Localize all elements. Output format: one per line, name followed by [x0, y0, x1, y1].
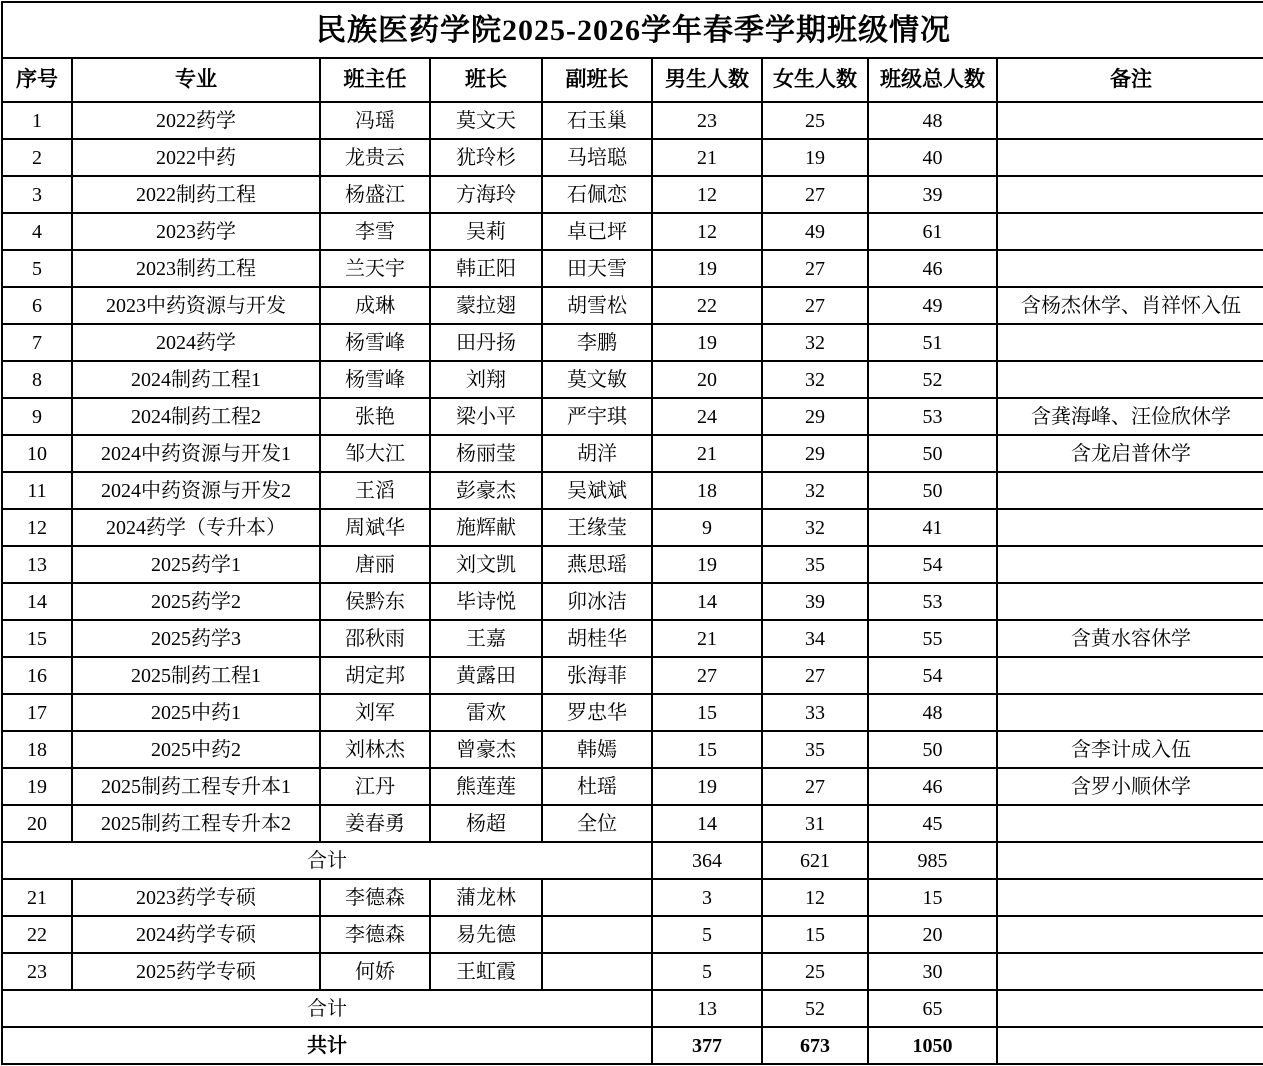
head-teacher-cell: 唐丽	[320, 546, 430, 583]
male-count-cell: 13	[652, 990, 762, 1027]
remark-cell: 含黄水容休学	[997, 620, 1263, 657]
monitor-cell: 刘文凯	[430, 546, 542, 583]
serial-cell: 2	[2, 139, 72, 176]
female-count-cell: 32	[762, 472, 868, 509]
serial-cell: 14	[2, 583, 72, 620]
male-count-cell: 22	[652, 287, 762, 324]
monitor-cell: 杨丽莹	[430, 435, 542, 472]
monitor-cell: 蒙拉翅	[430, 287, 542, 324]
serial-cell: 22	[2, 916, 72, 953]
vice-monitor-cell: 罗忠华	[542, 694, 652, 731]
major-cell: 2022药学	[72, 102, 320, 139]
major-cell: 2024药学专硕	[72, 916, 320, 953]
vice-monitor-cell: 李鹏	[542, 324, 652, 361]
class-row	[2, 694, 1263, 731]
male-count-cell: 14	[652, 805, 762, 842]
class-row	[2, 805, 1263, 842]
monitor-cell: 毕诗悦	[430, 583, 542, 620]
serial-cell: 18	[2, 731, 72, 768]
col-header-class-total: 班级总人数	[868, 58, 997, 102]
monitor-cell: 刘翔	[430, 361, 542, 398]
male-count-cell: 19	[652, 324, 762, 361]
remark-cell: 含龙启普休学	[997, 435, 1263, 472]
major-cell: 2025药学专硕	[72, 953, 320, 990]
female-count-cell: 27	[762, 250, 868, 287]
class-total-cell: 50	[868, 731, 997, 768]
vice-monitor-cell: 张海菲	[542, 657, 652, 694]
serial-cell: 4	[2, 213, 72, 250]
vice-monitor-cell: 卯冰洁	[542, 583, 652, 620]
class-total-cell: 61	[868, 213, 997, 250]
vice-monitor-cell: 田天雪	[542, 250, 652, 287]
class-row	[2, 398, 1263, 435]
male-count-cell: 21	[652, 435, 762, 472]
class-roster-table	[1, 1, 1263, 1065]
head-teacher-cell: 江丹	[320, 768, 430, 805]
male-count-cell: 377	[652, 1027, 762, 1064]
monitor-cell: 施辉献	[430, 509, 542, 546]
male-count-cell: 15	[652, 694, 762, 731]
remark-cell	[997, 805, 1263, 842]
remark-cell	[997, 916, 1263, 953]
head-teacher-cell: 何娇	[320, 953, 430, 990]
female-count-cell: 29	[762, 435, 868, 472]
class-total-cell: 45	[868, 805, 997, 842]
title-row	[2, 2, 1263, 58]
monitor-cell: 吴莉	[430, 213, 542, 250]
remark-cell	[997, 102, 1263, 139]
head-teacher-cell: 李德森	[320, 916, 430, 953]
male-count-cell: 21	[652, 620, 762, 657]
class-row	[2, 250, 1263, 287]
major-cell: 2024中药资源与开发1	[72, 435, 320, 472]
vice-monitor-cell: 韩嫣	[542, 731, 652, 768]
monitor-cell: 犹玲杉	[430, 139, 542, 176]
head-teacher-cell: 邵秋雨	[320, 620, 430, 657]
vice-monitor-cell: 胡雪松	[542, 287, 652, 324]
vice-monitor-cell	[542, 916, 652, 953]
remark-cell	[997, 694, 1263, 731]
class-row	[2, 213, 1263, 250]
class-row	[2, 731, 1263, 768]
head-teacher-cell: 成琳	[320, 287, 430, 324]
major-cell: 2024制药工程2	[72, 398, 320, 435]
male-count-cell: 20	[652, 361, 762, 398]
monitor-cell: 王嘉	[430, 620, 542, 657]
class-total-cell: 48	[868, 102, 997, 139]
female-count-cell: 621	[762, 842, 868, 879]
class-row	[2, 435, 1263, 472]
remark-cell	[997, 583, 1263, 620]
female-count-cell: 35	[762, 546, 868, 583]
major-cell: 2023药学	[72, 213, 320, 250]
serial-cell: 16	[2, 657, 72, 694]
grand-total-row	[2, 1027, 1263, 1064]
head-teacher-cell: 李德森	[320, 879, 430, 916]
vice-monitor-cell	[542, 879, 652, 916]
class-total-cell: 51	[868, 324, 997, 361]
head-teacher-cell: 周斌华	[320, 509, 430, 546]
head-teacher-cell: 杨雪峰	[320, 324, 430, 361]
monitor-cell: 方海玲	[430, 176, 542, 213]
vice-monitor-cell	[542, 953, 652, 990]
female-count-cell: 32	[762, 361, 868, 398]
remark-cell	[997, 842, 1263, 879]
class-total-cell: 20	[868, 916, 997, 953]
monitor-cell: 王虹霞	[430, 953, 542, 990]
vice-monitor-cell: 胡洋	[542, 435, 652, 472]
class-total-cell: 985	[868, 842, 997, 879]
male-count-cell: 9	[652, 509, 762, 546]
class-total-cell: 48	[868, 694, 997, 731]
class-row	[2, 361, 1263, 398]
serial-cell: 8	[2, 361, 72, 398]
female-count-cell: 27	[762, 768, 868, 805]
class-row	[2, 472, 1263, 509]
class-total-cell: 53	[868, 398, 997, 435]
female-count-cell: 32	[762, 324, 868, 361]
col-header-monitor: 班长	[430, 58, 542, 102]
class-row	[2, 916, 1263, 953]
vice-monitor-cell: 卓已坪	[542, 213, 652, 250]
female-count-cell: 31	[762, 805, 868, 842]
remark-cell	[997, 657, 1263, 694]
class-total-cell: 15	[868, 879, 997, 916]
major-cell: 2025药学1	[72, 546, 320, 583]
class-row	[2, 324, 1263, 361]
remark-cell	[997, 990, 1263, 1027]
col-header-major: 专业	[72, 58, 320, 102]
male-count-cell: 23	[652, 102, 762, 139]
class-total-cell: 65	[868, 990, 997, 1027]
head-teacher-cell: 邹大江	[320, 435, 430, 472]
female-count-cell: 27	[762, 176, 868, 213]
class-row	[2, 139, 1263, 176]
class-row	[2, 953, 1263, 990]
vice-monitor-cell: 燕思瑶	[542, 546, 652, 583]
col-header-vice-monitor: 副班长	[542, 58, 652, 102]
serial-cell: 13	[2, 546, 72, 583]
vice-monitor-cell: 马培聪	[542, 139, 652, 176]
major-cell: 2022中药	[72, 139, 320, 176]
col-header-female-count: 女生人数	[762, 58, 868, 102]
class-row	[2, 546, 1263, 583]
col-header-remark: 备注	[997, 58, 1263, 102]
head-teacher-cell: 杨盛江	[320, 176, 430, 213]
class-total-cell: 1050	[868, 1027, 997, 1064]
serial-cell: 21	[2, 879, 72, 916]
monitor-cell: 蒲龙林	[430, 879, 542, 916]
remark-cell: 含李计成入伍	[997, 731, 1263, 768]
vice-monitor-cell: 严宇琪	[542, 398, 652, 435]
serial-cell: 12	[2, 509, 72, 546]
col-header-serial: 序号	[2, 58, 72, 102]
class-row	[2, 287, 1263, 324]
vice-monitor-cell: 全位	[542, 805, 652, 842]
female-count-cell: 27	[762, 657, 868, 694]
monitor-cell: 熊莲莲	[430, 768, 542, 805]
male-count-cell: 3	[652, 879, 762, 916]
female-count-cell: 27	[762, 287, 868, 324]
class-total-cell: 39	[868, 176, 997, 213]
serial-cell: 6	[2, 287, 72, 324]
male-count-cell: 12	[652, 213, 762, 250]
class-row	[2, 657, 1263, 694]
male-count-cell: 18	[652, 472, 762, 509]
remark-cell	[997, 546, 1263, 583]
grand-total-row-label-cell: 共计	[2, 1027, 652, 1064]
vice-monitor-cell: 莫文敏	[542, 361, 652, 398]
major-cell: 2025药学3	[72, 620, 320, 657]
class-row	[2, 102, 1263, 139]
serial-cell: 7	[2, 324, 72, 361]
class-total-cell: 46	[868, 768, 997, 805]
monitor-cell: 易先德	[430, 916, 542, 953]
class-total-cell: 50	[868, 435, 997, 472]
head-teacher-cell: 张艳	[320, 398, 430, 435]
female-count-cell: 19	[762, 139, 868, 176]
monitor-cell: 杨超	[430, 805, 542, 842]
serial-cell: 23	[2, 953, 72, 990]
major-cell: 2022制药工程	[72, 176, 320, 213]
remark-cell	[997, 213, 1263, 250]
serial-cell: 3	[2, 176, 72, 213]
subtotal-row	[2, 842, 1263, 879]
serial-cell: 20	[2, 805, 72, 842]
vice-monitor-cell: 王缘莹	[542, 509, 652, 546]
page-title: 民族医药学院2025-2026学年春季学期班级情况	[2, 2, 1263, 58]
major-cell: 2025药学2	[72, 583, 320, 620]
remark-cell: 含龚海峰、汪俭欣休学	[997, 398, 1263, 435]
vice-monitor-cell: 胡桂华	[542, 620, 652, 657]
column-header-row	[2, 58, 1263, 102]
monitor-cell: 彭豪杰	[430, 472, 542, 509]
subtotal-row	[2, 990, 1263, 1027]
serial-cell: 15	[2, 620, 72, 657]
male-count-cell: 14	[652, 583, 762, 620]
class-total-cell: 52	[868, 361, 997, 398]
major-cell: 2025中药2	[72, 731, 320, 768]
subtotal-row-label-cell: 合计	[2, 990, 652, 1027]
monitor-cell: 莫文天	[430, 102, 542, 139]
class-total-cell: 54	[868, 546, 997, 583]
male-count-cell: 5	[652, 916, 762, 953]
remark-cell	[997, 953, 1263, 990]
monitor-cell: 雷欢	[430, 694, 542, 731]
class-total-cell: 53	[868, 583, 997, 620]
major-cell: 2024中药资源与开发2	[72, 472, 320, 509]
serial-cell: 1	[2, 102, 72, 139]
male-count-cell: 21	[652, 139, 762, 176]
head-teacher-cell: 李雪	[320, 213, 430, 250]
female-count-cell: 12	[762, 879, 868, 916]
female-count-cell: 32	[762, 509, 868, 546]
head-teacher-cell: 兰天宇	[320, 250, 430, 287]
female-count-cell: 25	[762, 953, 868, 990]
male-count-cell: 24	[652, 398, 762, 435]
serial-cell: 19	[2, 768, 72, 805]
serial-cell: 17	[2, 694, 72, 731]
remark-cell: 含杨杰休学、肖祥怀入伍	[997, 287, 1263, 324]
col-header-male-count: 男生人数	[652, 58, 762, 102]
male-count-cell: 27	[652, 657, 762, 694]
major-cell: 2025制药工程1	[72, 657, 320, 694]
head-teacher-cell: 刘军	[320, 694, 430, 731]
remark-cell	[997, 176, 1263, 213]
female-count-cell: 673	[762, 1027, 868, 1064]
class-row	[2, 768, 1263, 805]
male-count-cell: 19	[652, 546, 762, 583]
remark-cell	[997, 879, 1263, 916]
class-row	[2, 509, 1263, 546]
class-total-cell: 41	[868, 509, 997, 546]
class-total-cell: 54	[868, 657, 997, 694]
class-total-cell: 30	[868, 953, 997, 990]
male-count-cell: 12	[652, 176, 762, 213]
head-teacher-cell: 王滔	[320, 472, 430, 509]
remark-cell	[997, 250, 1263, 287]
male-count-cell: 19	[652, 768, 762, 805]
male-count-cell: 19	[652, 250, 762, 287]
male-count-cell: 364	[652, 842, 762, 879]
major-cell: 2025制药工程专升本2	[72, 805, 320, 842]
monitor-cell: 田丹扬	[430, 324, 542, 361]
major-cell: 2025制药工程专升本1	[72, 768, 320, 805]
female-count-cell: 35	[762, 731, 868, 768]
class-row	[2, 620, 1263, 657]
major-cell: 2023制药工程	[72, 250, 320, 287]
head-teacher-cell: 刘林杰	[320, 731, 430, 768]
class-row	[2, 583, 1263, 620]
head-teacher-cell: 侯黔东	[320, 583, 430, 620]
remark-cell	[997, 1027, 1263, 1064]
class-total-cell: 55	[868, 620, 997, 657]
head-teacher-cell: 龙贵云	[320, 139, 430, 176]
female-count-cell: 34	[762, 620, 868, 657]
serial-cell: 5	[2, 250, 72, 287]
class-total-cell: 46	[868, 250, 997, 287]
class-row	[2, 879, 1263, 916]
major-cell: 2024药学（专升本）	[72, 509, 320, 546]
remark-cell: 含罗小顺休学	[997, 768, 1263, 805]
monitor-cell: 韩正阳	[430, 250, 542, 287]
remark-cell	[997, 509, 1263, 546]
female-count-cell: 29	[762, 398, 868, 435]
class-total-cell: 50	[868, 472, 997, 509]
serial-cell: 10	[2, 435, 72, 472]
vice-monitor-cell: 杜瑶	[542, 768, 652, 805]
vice-monitor-cell: 石玉巢	[542, 102, 652, 139]
remark-cell	[997, 472, 1263, 509]
monitor-cell: 黄露田	[430, 657, 542, 694]
col-header-head-teacher: 班主任	[320, 58, 430, 102]
major-cell: 2025中药1	[72, 694, 320, 731]
major-cell: 2024药学	[72, 324, 320, 361]
head-teacher-cell: 冯瑶	[320, 102, 430, 139]
male-count-cell: 15	[652, 731, 762, 768]
subtotal-row-label-cell: 合计	[2, 842, 652, 879]
vice-monitor-cell: 石佩恋	[542, 176, 652, 213]
female-count-cell: 33	[762, 694, 868, 731]
serial-cell: 9	[2, 398, 72, 435]
class-total-cell: 49	[868, 287, 997, 324]
vice-monitor-cell: 吴斌斌	[542, 472, 652, 509]
serial-cell: 11	[2, 472, 72, 509]
female-count-cell: 52	[762, 990, 868, 1027]
major-cell: 2024制药工程1	[72, 361, 320, 398]
monitor-cell: 梁小平	[430, 398, 542, 435]
female-count-cell: 39	[762, 583, 868, 620]
head-teacher-cell: 杨雪峰	[320, 361, 430, 398]
class-row	[2, 176, 1263, 213]
remark-cell	[997, 361, 1263, 398]
head-teacher-cell: 姜春勇	[320, 805, 430, 842]
female-count-cell: 49	[762, 213, 868, 250]
female-count-cell: 15	[762, 916, 868, 953]
head-teacher-cell: 胡定邦	[320, 657, 430, 694]
major-cell: 2023中药资源与开发	[72, 287, 320, 324]
female-count-cell: 25	[762, 102, 868, 139]
monitor-cell: 曾豪杰	[430, 731, 542, 768]
male-count-cell: 5	[652, 953, 762, 990]
major-cell: 2023药学专硕	[72, 879, 320, 916]
class-total-cell: 40	[868, 139, 997, 176]
remark-cell	[997, 324, 1263, 361]
remark-cell	[997, 139, 1263, 176]
